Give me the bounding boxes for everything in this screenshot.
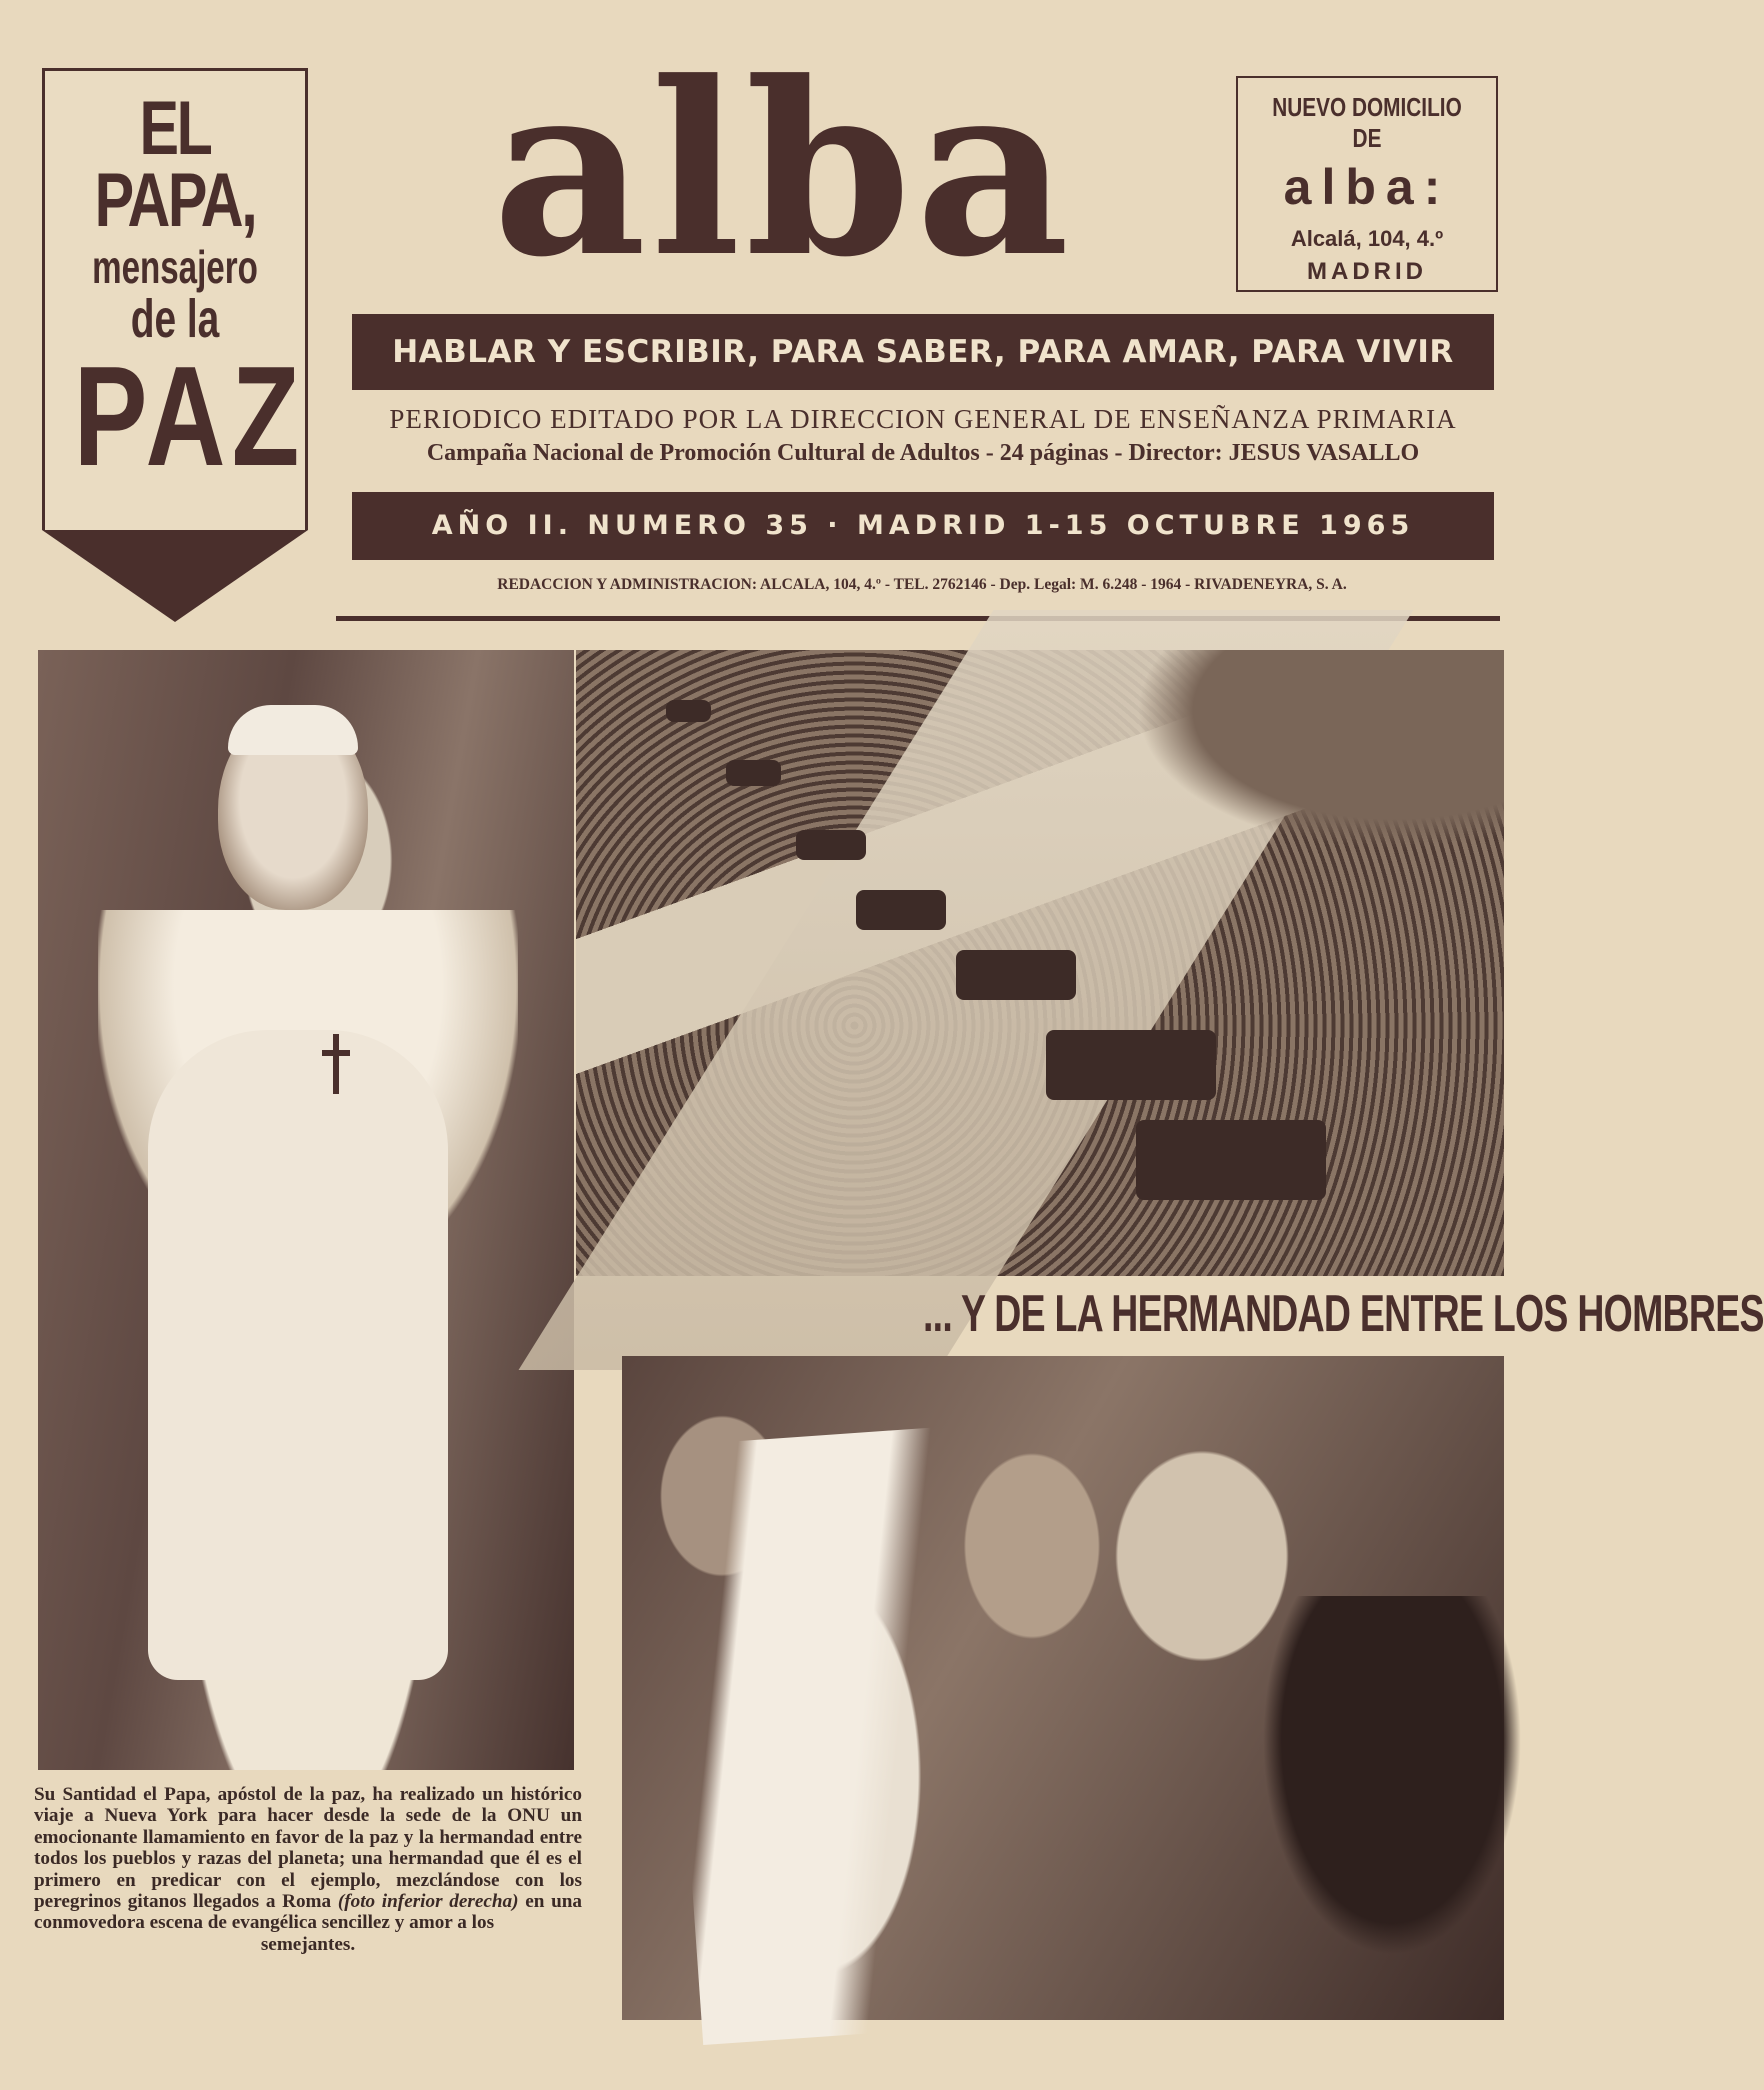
publisher-line: PERIODICO EDITADO POR LA DIRECCION GENERAL DE ENSEÑANZA PRIMARIA [389, 404, 1457, 434]
caption-end: semejantes. [260, 1933, 356, 1955]
down-arrow-icon [42, 530, 308, 622]
pope-photo [38, 650, 574, 1770]
caption-text-2: en una conmovedora escena de evangélica sencillez y amor a los [34, 1891, 583, 1934]
papa-line-3: de la [130, 288, 220, 349]
veil [661, 1427, 982, 2045]
address-notice-street: Alcalá, 104, 4.º [1290, 226, 1444, 251]
motorcade-photo [576, 650, 1504, 1276]
caption-text-1: Su Santidad el Papa, apóstol de la paz, ha realizado un histórico viaje a Nueva York para hacer desde la sede de la ONU un emocionante llamamiento en favor de la paz y la hermandad entre todos los pueblos y razas del planeta; una hermandad que él es el primero en predicar con el ejemplo, mezclándose con los peregrinos gitanos llegados a Roma [34, 1784, 582, 1913]
car [726, 760, 781, 786]
car [956, 950, 1076, 1000]
car [1136, 1120, 1326, 1200]
pectoral-cross-icon [318, 1030, 354, 1100]
masthead-title: alba [492, 31, 1074, 310]
papa-line-2: mensajero [92, 241, 258, 294]
pilgrims-photo [622, 1356, 1504, 2020]
car [856, 890, 946, 930]
address-notice-city: MADRID [1307, 258, 1427, 285]
papa-line-4: PAZ [73, 336, 306, 496]
photo-caption [34, 1784, 582, 1955]
editorial-info: REDACCION Y ADMINISTRACION: ALCALA, 104, 4.º - TEL. 2762146 - Dep. Legal: M. 6.248 - 1964 - RIVADENEYRA, S. A. [497, 576, 1347, 593]
papa-line-1: EL PAPA, [94, 86, 256, 244]
address-notice-heading: NUEVO DOMICILIO DE [1272, 92, 1462, 153]
car [666, 700, 711, 722]
caption-italic: (foto inferior derecha) [337, 1891, 519, 1913]
hillside [1136, 650, 1504, 850]
foreground-figure [1262, 1596, 1522, 1956]
campaign-line: Campaña Nacional de Promoción Cultural de Adultos - 24 páginas - Director: JESUS VASALLO [426, 440, 1420, 466]
car [1046, 1030, 1216, 1100]
car [796, 830, 866, 860]
headline-hermandad [596, 1284, 1764, 1344]
headline-text: ... Y DE LA HERMANDAD ENTRE LOS HOMBRES [922, 1285, 1764, 1343]
address-notice-box [1236, 76, 1498, 292]
pope-zucchetto [228, 705, 358, 755]
issue-bar: AÑO II. NUMERO 35 · MADRID 1-15 OCTUBRE 1965 [352, 492, 1494, 560]
address-notice-brand: alba: [1283, 159, 1451, 215]
pope-robe [148, 1030, 448, 1680]
slogan-bar: HABLAR Y ESCRIBIR, PARA SABER, PARA AMAR, PARA VIVIR [352, 314, 1494, 390]
headline-box-papa [42, 68, 308, 530]
